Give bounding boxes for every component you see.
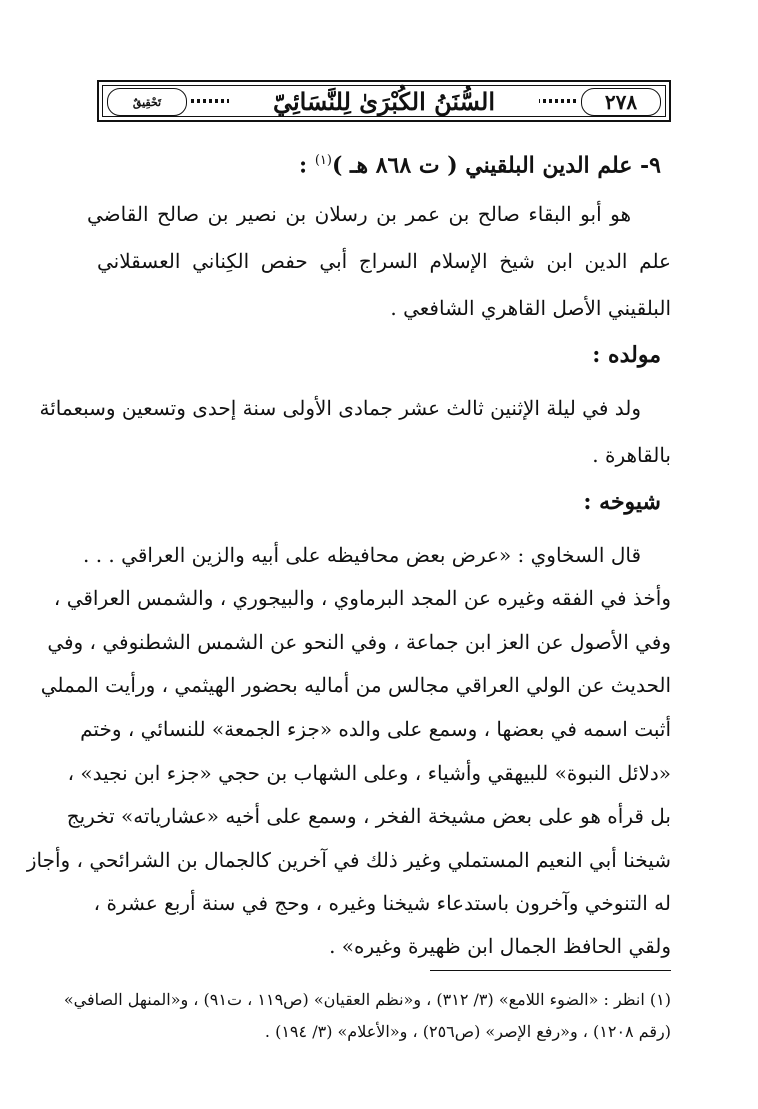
book-title: السُّنَنُ الكُبْرَىٰ لِلنَّسَائِيّ bbox=[229, 86, 539, 116]
heading-colon: : bbox=[299, 152, 308, 179]
paragraph-line: وفي الأصول عن العز ابن جماعة ، وفي النحو عن الشمس الشطنوفي ، وفي bbox=[47, 630, 671, 654]
footnote-ref: (١) bbox=[314, 153, 332, 168]
page-number: ٢٧٨ bbox=[581, 88, 661, 116]
footnote-rule bbox=[430, 970, 671, 971]
paragraph-line: بالقاهرة . bbox=[592, 443, 671, 467]
teachers-heading: شيوخه : bbox=[583, 489, 661, 515]
paragraph-line: علم الدين ابن شيخ الإسلام السراج أبي حفص الكِناني العسقلاني bbox=[97, 249, 671, 273]
section-heading-text: ٩- علم الدين البلقيني ( ت ٨٦٨ هـ ) bbox=[331, 152, 661, 179]
section-heading bbox=[299, 143, 661, 179]
header-ornament bbox=[537, 99, 577, 103]
header-ornament bbox=[191, 99, 231, 103]
paragraph-line: ولقي الحافظ الجمال ابن ظهيرة وغيره» . bbox=[329, 934, 671, 958]
birth-heading: مولده : bbox=[592, 342, 661, 368]
publisher-emblem: تَحْقِيقٌ bbox=[107, 88, 187, 116]
footnote-line: (رقم ١٢٠٨) ، و«رفع الإصر» (ص٢٥٦) ، و«الأعلام» (٣/ ١٩٤) . bbox=[264, 1022, 671, 1041]
paragraph-line: البلقيني الأصل القاهري الشافعي . bbox=[390, 296, 671, 320]
paragraph-line: شيخنا أبي النعيم المستملي وغير ذلك في آخرين كالجمال بن الشرائحي ، وأجاز bbox=[26, 848, 671, 872]
running-header bbox=[97, 80, 671, 122]
paragraph-line: له التنوخي وآخرون باستدعاء شيخنا وغيره ، وحج في سنة أربع عشرة ، bbox=[93, 891, 671, 915]
paragraph-line: وأخذ في الفقه وغيره عن المجد البرماوي ، والبيجوري ، والشمس العراقي ، bbox=[53, 586, 671, 610]
paragraph-line: «دلائل النبوة» للبيهقي وأشياء ، وعلى الشهاب بن حجي «جزء ابن نجيد» ، bbox=[67, 761, 671, 785]
paragraph-line: بل قرأه هو على بعض مشيخة الفخر ، وسمع على أخيه «عشارياته» تخريج bbox=[66, 804, 671, 828]
paragraph-line: الحديث عن الولي العراقي مجالس من أماليه بحضور الهيثمي ، ورأيت المملي bbox=[40, 673, 671, 697]
paragraph-line: ولد في ليلة الإثنين ثالث عشر جمادى الأولى سنة إحدى وتسعين وسبعمائة bbox=[39, 396, 641, 420]
footnote-line: (١) انظر : «الضوء اللامع» (٣/ ٣١٢) ، و«نظم العقيان» (ص١١٩ ، ت٩١) ، و«المنهل الصافي» bbox=[63, 990, 671, 1009]
paragraph-line: أثبت اسمه في بعضها ، وسمع على والده «جزء الجمعة» للنسائي ، وختم bbox=[80, 717, 671, 741]
paragraph-line: هو أبو البقاء صالح بن عمر بن رسلان بن نصير بن صالح القاضي bbox=[87, 202, 631, 226]
paragraph-line: قال السخاوي : «عرض بعض محافيظه على أبيه والزين العراقي . . . bbox=[83, 543, 641, 567]
